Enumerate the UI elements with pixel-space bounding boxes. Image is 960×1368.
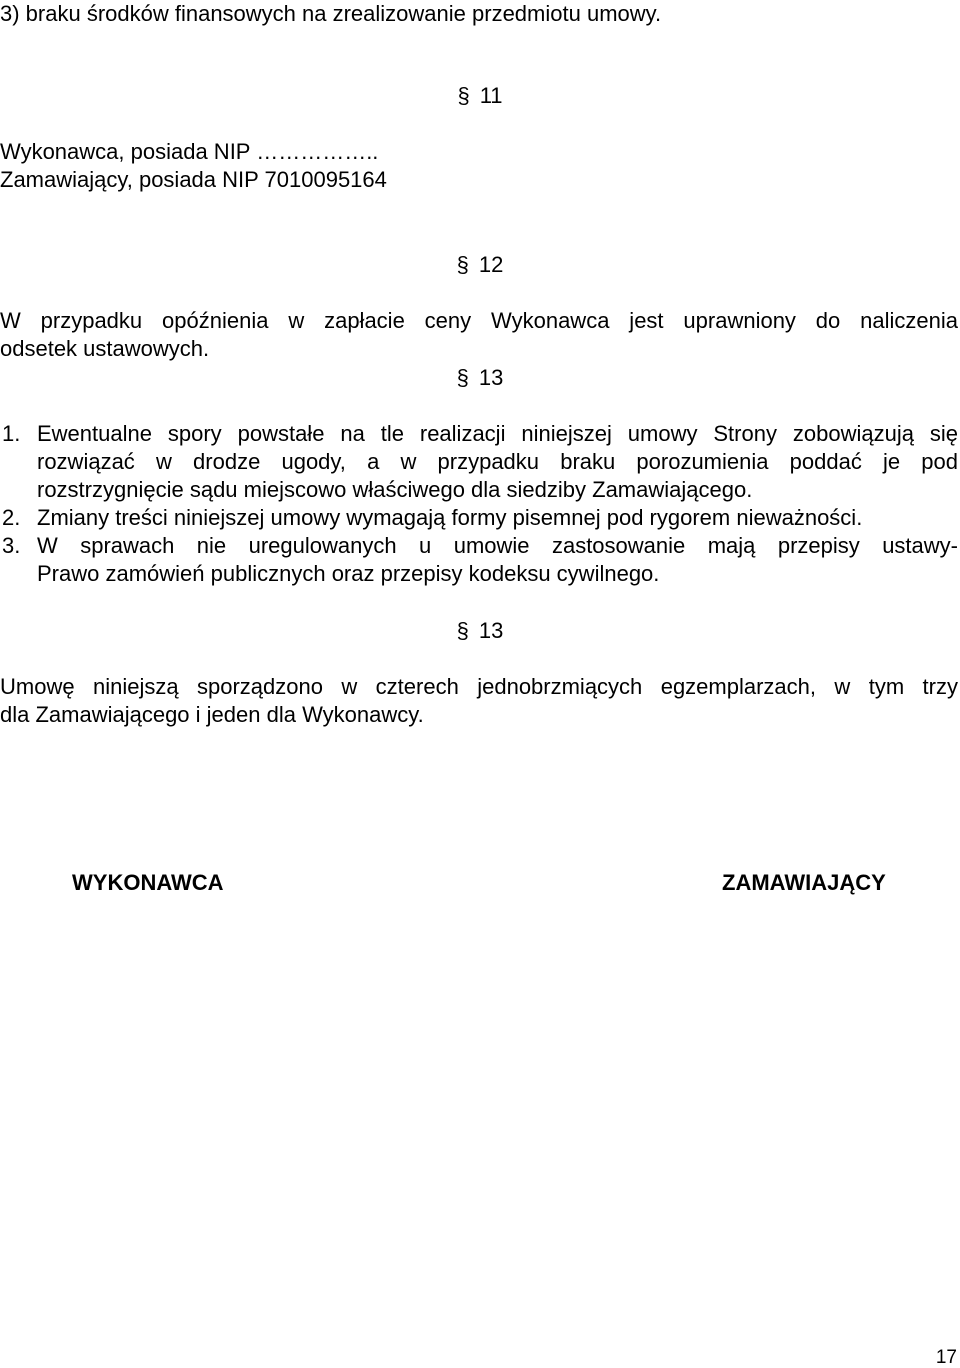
applicable-law-line-1: W sprawach nie uregulowanych u umowie zastosowanie mają przepisy ustawy- xyxy=(37,533,958,558)
section-13-heading-second xyxy=(0,617,960,645)
late-payment-line-1: W przypadku opóźnienia w zapłacie ceny Wykonawca jest uprawniony do naliczenia xyxy=(0,308,958,333)
late-payment-line-2: odsetek ustawowych. xyxy=(0,336,210,361)
contractor-nip: Wykonawca, posiada NIP …………….. xyxy=(0,139,379,164)
applicable-law-line-2: Prawo zamówień publicznych oraz przepisy kodeksu cywilnego. xyxy=(37,561,660,586)
section-sign: § xyxy=(457,83,470,108)
amendments-line: Zmiany treści niniejszej umowy wymagają formy pisemnej pod rygorem nieważności. xyxy=(37,505,863,530)
section-12-heading xyxy=(0,251,960,279)
copies-line-2: dla Zamawiającego i jeden dla Wykonawcy. xyxy=(0,702,424,727)
section-11-heading xyxy=(0,82,960,110)
section-13-heading xyxy=(0,364,960,392)
list-number: 1. xyxy=(2,421,21,446)
disputes-line-2: rozwiązać w drodze ugody, a w przypadku braku porozumienia poddać je pod xyxy=(37,449,958,474)
page-number: 17 xyxy=(935,1347,957,1368)
section-number: 12 xyxy=(478,252,504,277)
section-sign: § xyxy=(456,618,469,643)
list-number: 3. xyxy=(2,533,21,558)
section-sign: § xyxy=(456,365,469,390)
client-nip: Zamawiający, posiada NIP 7010095164 xyxy=(0,167,387,192)
section-sign: § xyxy=(456,252,469,277)
contractor-signature-label: WYKONAWCA xyxy=(72,870,224,895)
list-number: 2. xyxy=(2,505,21,530)
disputes-line-3: rozstrzygnięcie sądu miejscowo właściwego dla siedziby Zamawiającego. xyxy=(37,477,753,502)
section-number: 13 xyxy=(478,365,504,390)
disputes-line-1: Ewentualne spory powstałe na tle realizacji niniejszej umowy Strony zobowiązują się xyxy=(37,421,958,446)
client-signature-label: ZAMAWIAJĄCY xyxy=(722,870,886,895)
previous-list-item: 3) braku środków finansowych na zrealizowanie przedmiotu umowy. xyxy=(0,1,662,26)
section-number: 13 xyxy=(478,618,504,643)
copies-line-1: Umowę niniejszą sporządzono w czterech jednobrzmiących egzemplarzach, w tym trzy xyxy=(0,674,958,699)
section-number: 11 xyxy=(479,83,503,108)
